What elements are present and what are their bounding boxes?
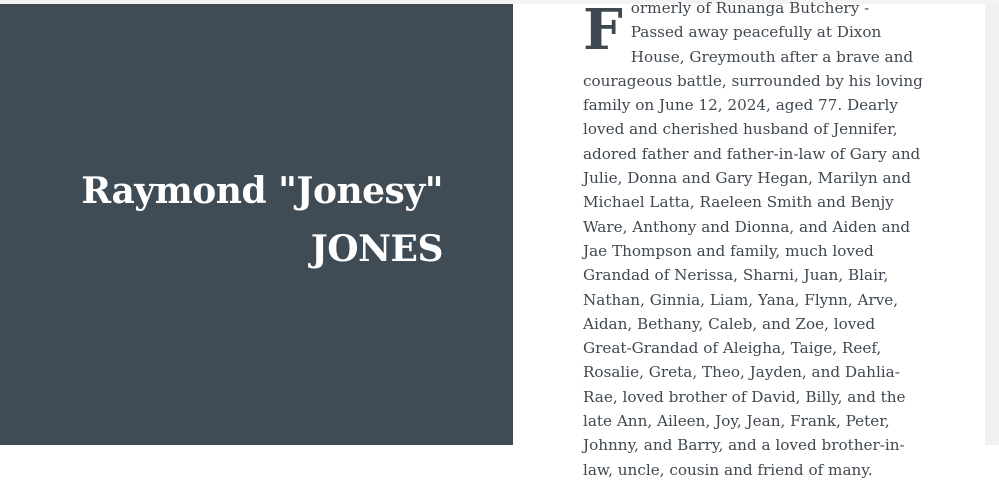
name-surname: JONES [310,228,443,270]
obituary-body: ormerly of Runanga Butchery - Passed away peacefully at Dixon House, Greymouth after a brave and courageous battle, surrounded by his loving family on June 12, 2024, aged 77. Dearly loved and cherished husband of Jennifer, adored father and father-in-law of Gary and Julie, Donna and Gary Hegan, Marilyn and Michael Latta, Raeleen Smith and Benjy Ware, Anthony and Dionna, and Aiden and Jae Thompson and family, much loved Grandad of Nerissa, Sharni, Juan, Blair, Nathan, Ginnia, Liam, Yana, Flynn, Arve, Aidan, Bethany, Caleb, and Zoe, loved Great-Grandad of Aleigha, Taige, Reef, Rosalie, Greta, Theo, Jayden, and Dahlia-Rae, loved brother of David, Billy, and the late Ann, Aileen, Joy, Jean, Frank, Peter, Johnny, and Barry, and a loved brother-in-law, uncle, cousin and friend of many. [583,0,923,479]
obituary-panel [513,0,985,479]
drop-cap: F [583,0,623,63]
obituary-text [583,0,923,482]
name-first-line: Raymond "Jonesy" [81,170,443,212]
deceased-name [81,162,443,278]
scrollbar-track[interactable] [985,4,999,445]
name-panel [0,4,513,445]
